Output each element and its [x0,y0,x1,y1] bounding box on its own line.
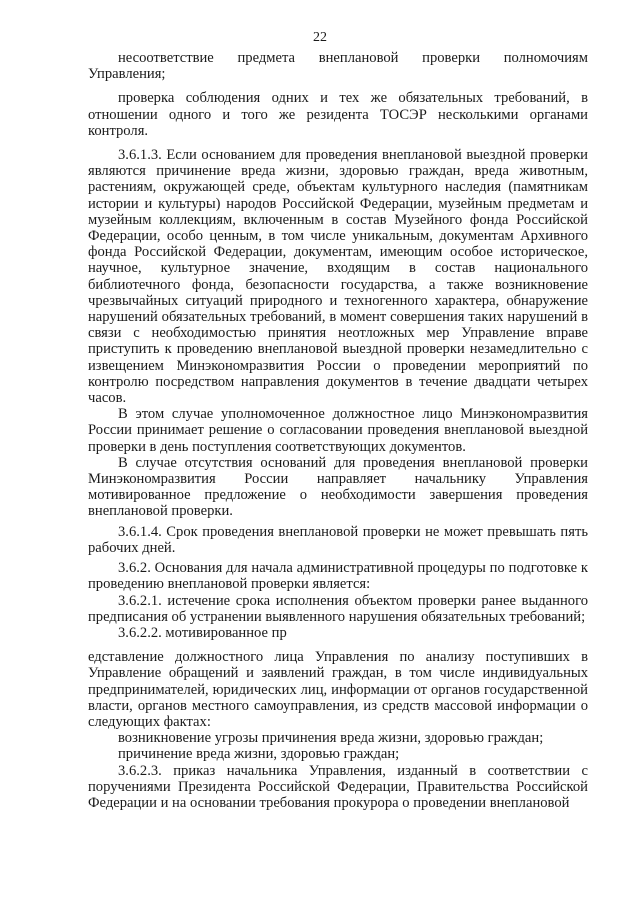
paragraph-3-6-2-3: 3.6.2.3. приказ начальника Управления, изданный в соответствии с поручениями Президента Российской Федерации, Правительства Российской Федерации и на основании требования прокурора о проведении внеплановой [88,762,588,811]
paragraph-mismatch-of-subject: несоответствие предмета внеплановой проверки полномочиям Управления; [88,50,588,83]
paragraph-3-6-2-1: 3.6.2.1. истечение срока исполнения объектом проверки ранее выданного предписания об устранении выявленного нарушения обязательных требований; [88,592,588,625]
paragraph-repeated-check: проверка соблюдения одних и тех же обязательных требований, в отношении одного и того же резидента ТОСЭР несколькими органами контроля. [88,90,588,139]
paragraph-3-6-2: 3.6.2. Основания для начала административной процедуры по подготовке к проведению внеплановой проверки является: [88,560,588,593]
paragraph-3-6-1-4: 3.6.1.4. Срок проведения внеплановой проверки не может превышать пять рабочих дней. [88,523,588,556]
paragraph-harm-caused: причинение вреда жизни, здоровью граждан; [118,746,400,763]
paragraph-3-6-1-3: 3.6.1.3. Если основанием для проведения внеплановой выездной проверки являются причинение вреда жизни, здоровью граждан, вреда животным, растениям, окружающей среде, объектам культурного наследия (памятникам истории и культуры) народов Российской Федерации, музейным предметам и музейным коллекциям, включенным в состав Музейного фонда Российской Федерации, особо ценным, в том числе уникальным, документам Архивного фонда Российской Федерации, документам, имеющим особое историческое, научное, культурное значение, входящим в состав национального библиотечного фонда, безопасности государства, а также возникновение чрезвычайных ситуаций природного и техногенного характера, обнаружение нарушений обязательных требований, в момент совершения таких нарушений в связи с необходимостью принятия неотложных мер Управление вправе приступить к проведению внеплановой выездной проверки незамедлительно с извещением Минэкономразвития России о проведении мероприятий по контролю посредством направления документов в течение двадцати четырех часов. [88,147,588,407]
paragraph-3-6-2-2-continuation: едставление должностного лица Управления по анализу поступивших в Управление обращений и заявлений граждан, в том числе индивидуальных предпринимателей, юридических лиц, информации от органов государственной власти, органов местного самоуправления, из средств массовой информации о следующих фактах: [88,649,588,730]
document-body [88,50,588,811]
paragraph-threat-of-harm: возникновение угрозы причинения вреда жизни, здоровью граждан; [118,730,544,747]
page-number: 22 [313,30,327,45]
paragraph-3-6-2-2-start: 3.6.2.2. мотивированное пр [118,624,287,641]
paragraph-approval-decision: В этом случае уполномоченное должностное лицо Минэкономразвития России принимает решение о согласовании проведения внеплановой выездной проверки в день поступления соответствующих документов. [88,406,588,455]
paragraph-no-grounds: В случае отсутствия оснований для проведения внеплановой проверки Минэкономразвития России направляет начальнику Управления мотивированное предложение о необходимости завершения проведения внеплановой проверки. [88,454,588,520]
